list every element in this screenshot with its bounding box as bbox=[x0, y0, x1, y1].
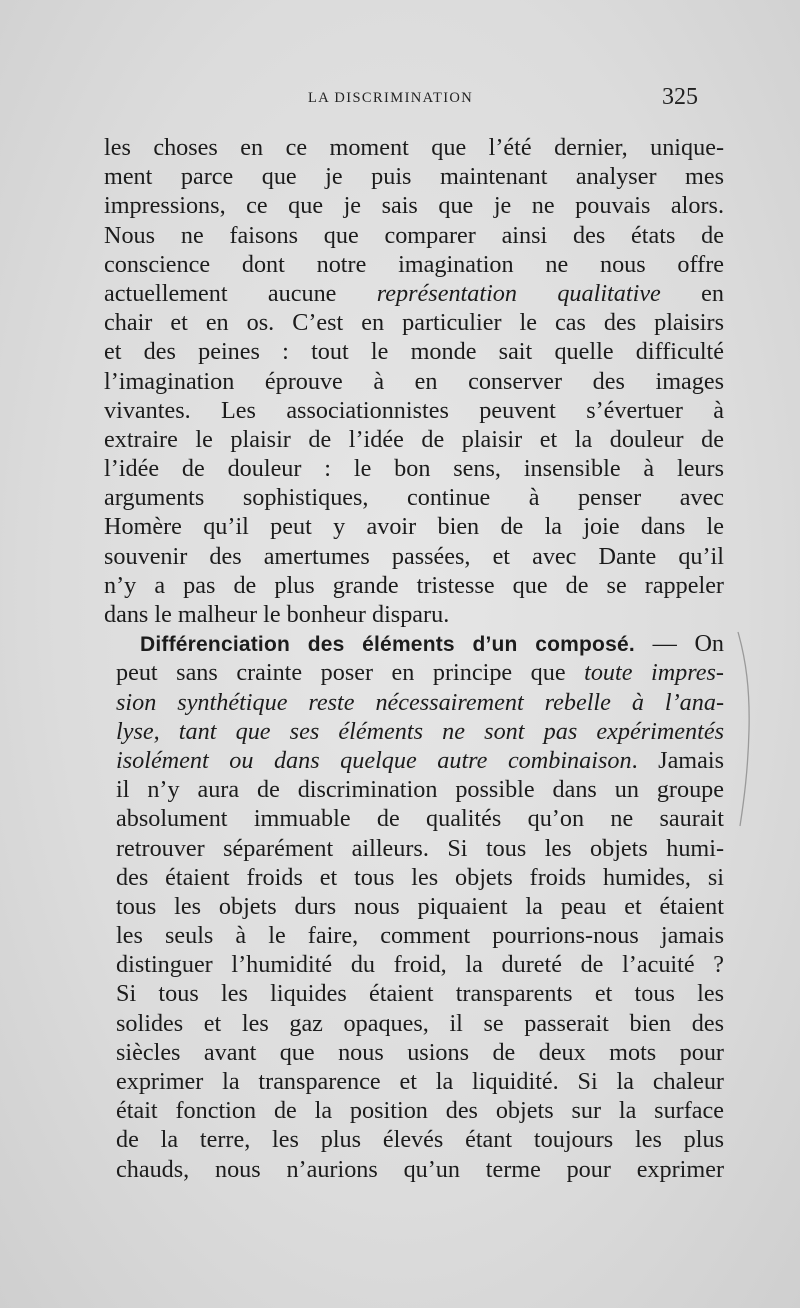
text-line: arguments sophistiques, continue à penser avec bbox=[104, 484, 724, 512]
text-line: ment parce que je puis maintenant analyser mes bbox=[104, 163, 724, 191]
section-heading: Différenciation des éléments d’un composé. bbox=[140, 633, 635, 657]
text-line: les seuls à le faire, comment pourrions-nous jamais bbox=[116, 922, 724, 950]
text-line: absolument immuable de qualités qu’on ne saurait bbox=[116, 805, 724, 833]
paragraph-1 bbox=[104, 133, 724, 629]
text-line: Si tous les liquides étaient transparents et tous les bbox=[116, 980, 724, 1008]
text-line: conscience dont notre imagination ne nous offre bbox=[104, 250, 724, 278]
text-line: extraire le plaisir de l’idée de plaisir et la douleur de bbox=[104, 425, 724, 453]
text-run: . Jamais bbox=[631, 746, 724, 774]
paragraph-2 bbox=[104, 629, 724, 1184]
text-line: Nous ne faisons que comparer ainsi des états de bbox=[104, 221, 724, 249]
text-line: retrouver séparément ailleurs. Si tous les objets humi- bbox=[116, 834, 724, 862]
text-line bbox=[104, 746, 724, 775]
text-line: distinguer l’humidité du froid, la dureté de l’acuité ? bbox=[116, 951, 724, 979]
text-line: l’idée de douleur : le bon sens, insensible à leurs bbox=[104, 455, 724, 483]
text-run: — On bbox=[634, 630, 725, 658]
text-line bbox=[104, 629, 724, 658]
text-line bbox=[104, 658, 724, 687]
body-text bbox=[104, 133, 724, 1184]
text-line: exprimer la transparence et la liquidité. Si la chaleur bbox=[116, 1068, 724, 1095]
text-line: dans le malheur le bonheur disparu. bbox=[104, 601, 450, 628]
text-line: solides et les gaz opaques, il se passerait bien des bbox=[116, 1009, 724, 1037]
text-line: sion synthétique reste nécessairement rebelle à l’ana- bbox=[116, 688, 724, 716]
text-line: impressions, ce que je sais que je ne pouvais alors. bbox=[104, 192, 724, 220]
text-line: l’imagination éprouve à en conserver des images bbox=[104, 367, 724, 395]
running-title: LA DISCRIMINATION bbox=[308, 90, 474, 106]
text-run: actuellement aucune bbox=[104, 279, 377, 307]
page-number: 325 bbox=[662, 84, 698, 110]
text-line: tous les objets durs nous piquaient la peau et étaient bbox=[116, 892, 724, 920]
text-line: souvenir des amertumes passées, et avec Dante qu’il bbox=[104, 542, 724, 570]
italic-phrase: toute impres- bbox=[584, 659, 724, 687]
text-line: lyse, tant que ses éléments ne sont pas expérimentés bbox=[116, 717, 724, 745]
running-head bbox=[0, 84, 800, 114]
text-line: était fonction de la position des objets sur la surface bbox=[116, 1097, 724, 1125]
italic-phrase: isolément ou dans quelque autre combinaison bbox=[116, 746, 632, 774]
italic-phrase: représentation qualitative bbox=[376, 279, 661, 307]
text-line: Homère qu’il peut y avoir bien de la joie dans le bbox=[104, 513, 724, 541]
text-line: les choses en ce moment que l’été dernier, unique- bbox=[104, 134, 724, 161]
text-line: chauds, nous n’aurions qu’un terme pour exprimer bbox=[116, 1155, 724, 1183]
text-run: peut sans crainte poser en principe que bbox=[116, 659, 585, 687]
text-line bbox=[104, 279, 724, 308]
text-line: des étaient froids et tous les objets froids humides, si bbox=[116, 863, 724, 891]
text-line: n’y a pas de plus grande tristesse que de se rappeler bbox=[104, 571, 724, 599]
text-line: de la terre, les plus élevés étant toujours les plus bbox=[116, 1126, 724, 1154]
text-line: il n’y aura de discrimination possible dans un groupe bbox=[116, 776, 724, 804]
text-line: siècles avant que nous usions de deux mots pour bbox=[116, 1038, 724, 1066]
text-run: en bbox=[660, 279, 724, 307]
text-line: et des peines : tout le monde sait quelle difficulté bbox=[104, 338, 724, 366]
text-line: vivantes. Les associationnistes peuvent s’évertuer à bbox=[104, 396, 724, 424]
margin-pencil-mark bbox=[736, 630, 756, 830]
text-line: chair et en os. C’est en particulier le cas des plaisirs bbox=[104, 309, 724, 337]
